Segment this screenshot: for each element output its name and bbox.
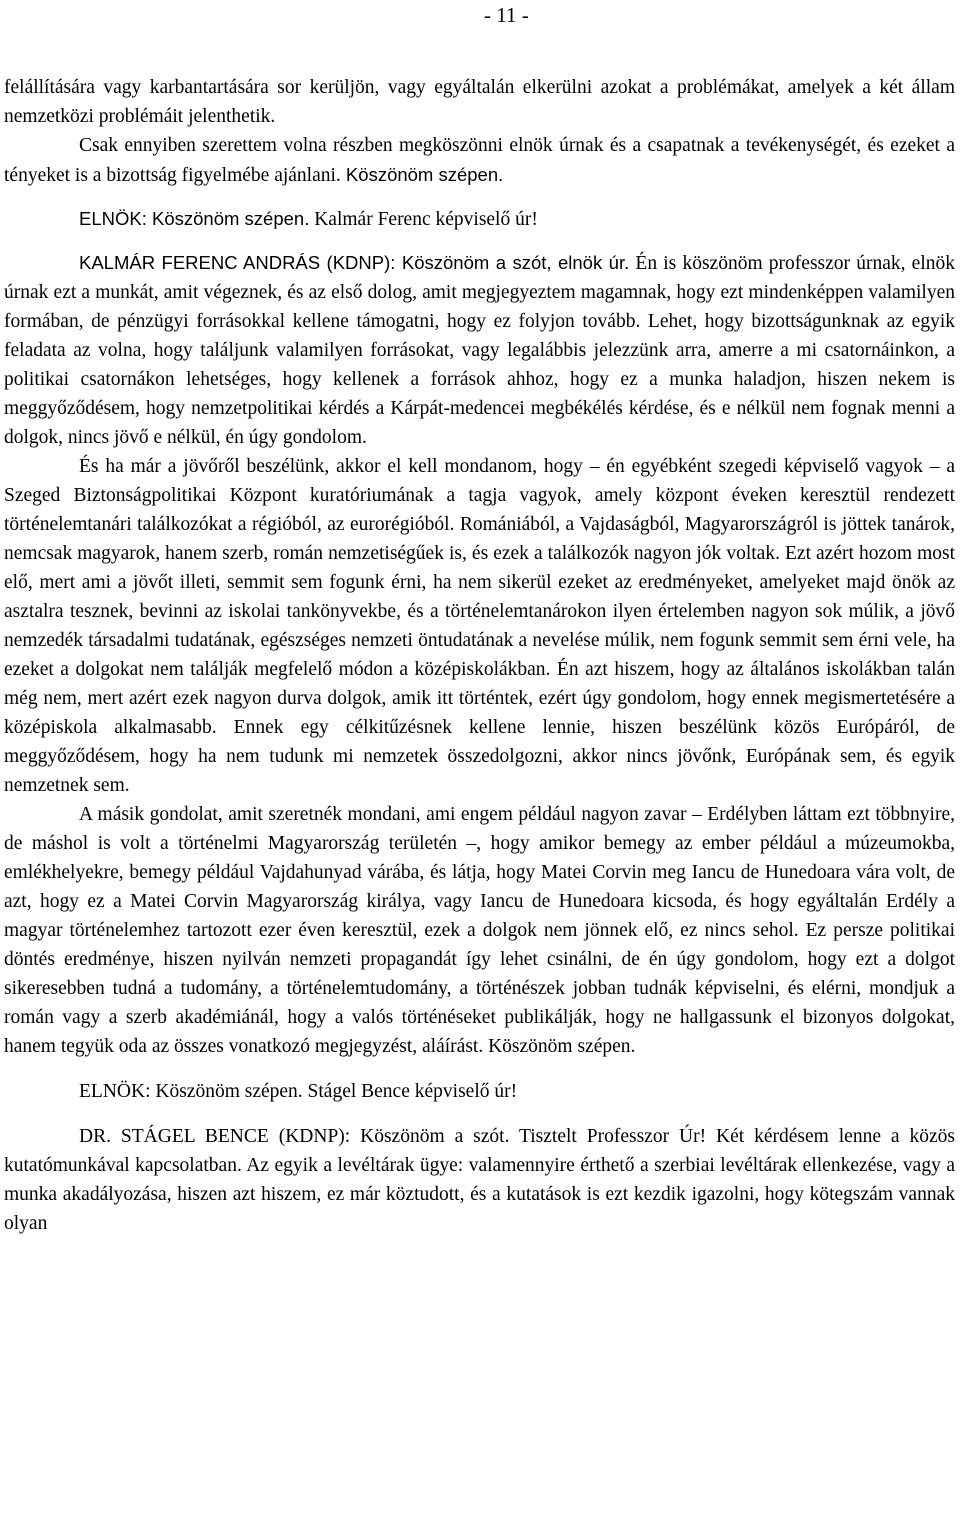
chair-remark-stagel: ELNÖK: Köszönöm szépen. Stágel Bence képviselő úr! (79, 1081, 518, 1102)
paragraph-thanks-closing: Köszönöm szépen. (340, 164, 504, 185)
paragraph-thanks (4, 131, 955, 190)
page-number: - 11 - (484, 3, 529, 27)
transcript-body (4, 73, 955, 1238)
chair-remark-kalmar-thanks: ELNÖK: Köszönöm szépen. (79, 208, 310, 229)
chair-remark-kalmar-call: Kalmár Ferenc képviselő úr! (309, 209, 538, 230)
speech-kalmar-opening: KALMÁR FERENC ANDRÁS (KDNP): Köszönöm a szót, elnök úr. (79, 252, 630, 273)
speech-kalmar-second-thought: A másik gondolat, amit szeretnék mondani, ami engem például nagyon zavar – Erdélyben láttam ezt többnyire, de máshol is volt a történelmi Magyarország területén –, hogy amikor bemegy az ember például a múzeumokba, emlékhelyekre, bemegy például Vajdahunyad várába, és látja, hogy Matei Corvin meg Iancu de Hunedoara vára volt, de azt, hogy ez a Matei Corvin Magyarország királya, vagy Iancu de Hunedoara kicsoda, és hogy egyáltalán Erdély a magyar történelemhez tartozott ezer éven keresztül, ezek a dolgok nem jönnek elő, ez nincs sehol. Ez persze politikai döntés eredménye, hiszen nyilván nemzeti propagandát így lehet csinálni, de én úgy gondolom, hogy ezt a dolgot sikeresebben tudná a tudomány, a történelemtudomány, a történészek jobban tudnák képviselni, és elérni, mondjuk a román vagy a szerb akadémiánál, hogy a valós történéseket publikálják, hogy ne hallgassunk el bizonyos dolgokat, hanem tegyük oda az összes vonatkozó megjegyzést, aláírást. Köszönöm szépen. (4, 804, 955, 1057)
paragraph-thanks-text: Csak ennyiben szerettem volna részben megköszönni elnök úrnak és a csapatnak a tevékenységét, és ezeket a tényeket is a bizottság figyelmébe ajánlani. (4, 135, 955, 186)
speech-kalmar-future: És ha már a jövőről beszélünk, akkor el kell mondanom, hogy – én egyébként szegedi képviselő vagyok – a Szeged Biztonságpolitikai Központ kuratóriumának a tagja vagyok, amely központ éveken keresztül rendezett történelemtanári találkozókat a régióból, az eurorégióból. Romániából, a Vajdaságból, Magyarországról is jöttek tanárok, nemcsak magyarok, hanem szerb, román nemzetiségűek is, és ezek a találkozók nagyon jók voltak. Ezt azért hozom most elő, mert ami a jövőt illeti, semmit sem fogunk érni, ha nem sikerül ezeket az eredményeket, amelyeket majd önök az asztalra tesznek, bevinni az iskolai tankönyvekbe, és a történelemtanárokon ilyen értelemben nagyon sok múlik, a jövő nemzedék társadalmi tudatának, egészséges nemzeti öntudatának a nevelése múlik, nem fogunk semmit sem érni vele, ha ezeket a dolgokat nem találják megfelelő módon a középiskolákban. Én azt hiszem, hogy az általános iskolákban talán még nem, mert azért ezek nagyon durva dolgok, amik itt történtek, ezért úgy gondolom, hogy ennek megismertetésére a középiskola alkalmasabb. Ennek egy célkitűzésnek kellene lennie, hiszen beszélünk közös Európáról, de meggyőződésem, hogy ha nem tudunk mi nemzetek összedolgozni, akkor nincs jövőnk, Európának sem, és egyik nemzetnek sem. (4, 456, 955, 796)
chair-remark-kalmar (4, 204, 955, 234)
speech-kalmar-body: Én is köszönöm professzor úrnak, elnök úrnak ezt a munkát, amit végeznek, és az első dolog, amit megjegyeztem magamnak, hogy ezt mindenképpen valamilyen formában, de pénzügyi forrásokkal kellene támogatni, hogy ez folyjon tovább. Lehet, hogy bizottságunknak az egyik feladata az volna, hogy találjunk valamilyen forrásokat, vagy legalábbis jelezzünk arra, amerre a mi csatornáinkon, a politikai csatornákon lehetséges, hogy kellenek a források ahhoz, hogy ez a munka haladjon, hiszen nekem is meggyőződésem, hogy nemzetpolitikai kérdés a Kárpát-medencei megbékélés kérdése, és e nélkül nem fognak menni a dolgok, nincs jövő e nélkül, én úgy gondolom. (4, 253, 955, 448)
paragraph-continuation: felállítására vagy karbantartására sor kerüljön, vagy egyáltalán elkerülni azokat a problémákat, amelyek a két állam nemzetközi problémáit jelenthetik. (4, 77, 955, 127)
speech-stagel: DR. STÁGEL BENCE (KDNP): Köszönöm a szót. Tisztelt Professzor Úr! Két kérdésem lenne a közös kutatómunkával kapcsolatban. Az egyik a levéltárak ügye: valamennyire érthető a szerbiai levéltárak ellenkezése, vagy a munka akadályozása, hiszen azt hiszem, ez már köztudott, és a kutatások is ezt kezdik igazolni, hogy kötegszám vannak olyan (4, 1126, 955, 1234)
speech-kalmar (4, 248, 955, 452)
